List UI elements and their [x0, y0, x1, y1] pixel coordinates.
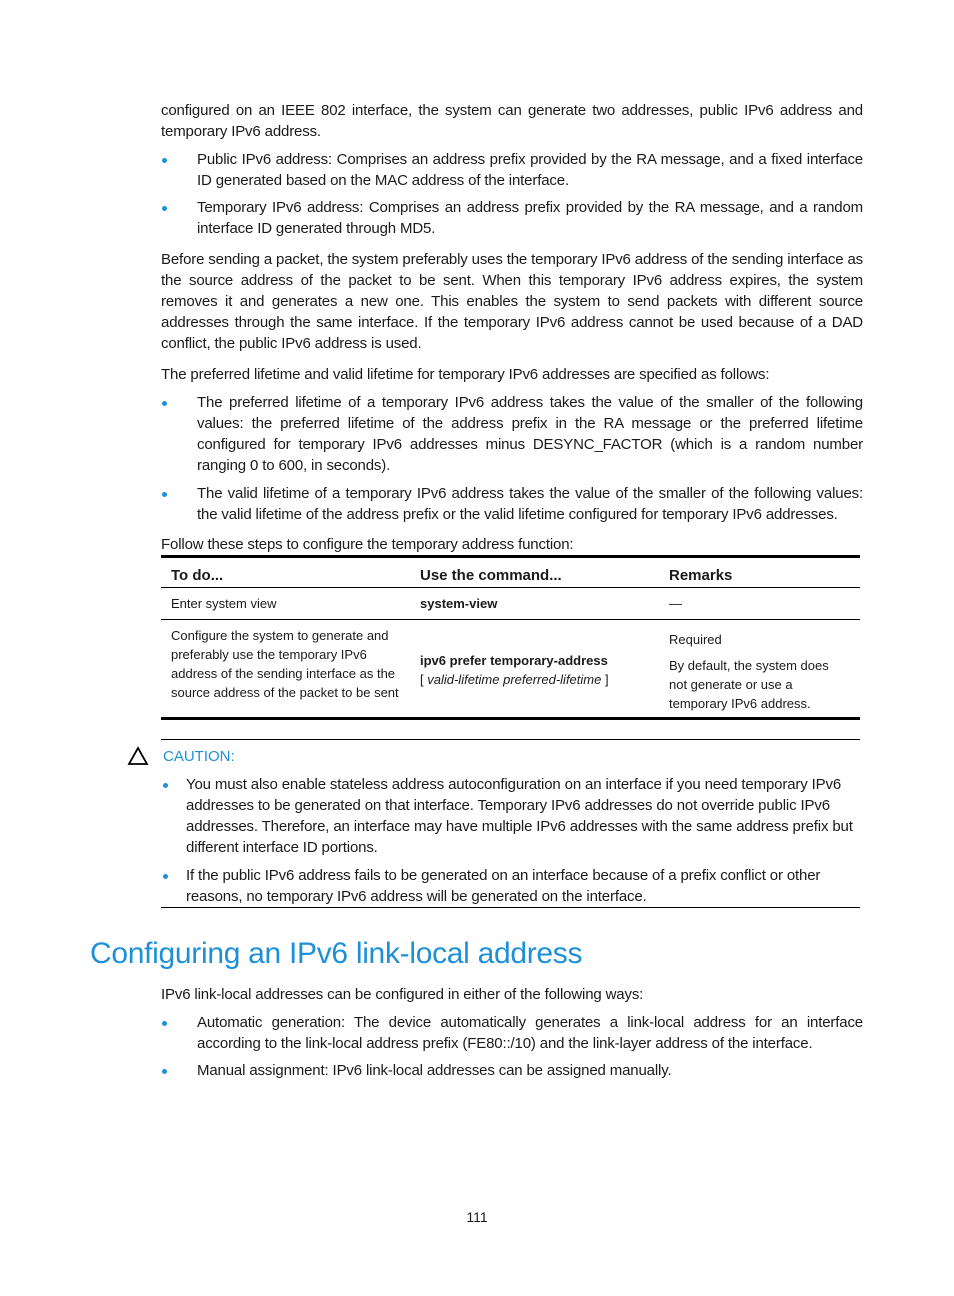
column-header: To do... — [171, 567, 224, 584]
remarks-cell — [659, 620, 860, 717]
list-item: The valid lifetime of a temporary IPv6 address takes the value of the smaller of the following values: the valid lifetime of the address prefix or the valid lifetime configured for temporary IPv6 addresses. — [161, 483, 863, 525]
todo-cell: Configure the system to generate and preferably use the temporary IPv6 address of the sending interface as the source address of the packet to be sent — [171, 628, 399, 700]
column-header: Remarks — [669, 567, 733, 584]
command-table — [161, 555, 860, 720]
caution-divider — [161, 907, 860, 908]
todo-cell: Enter system view — [171, 596, 277, 611]
remarks-cell: — — [669, 596, 682, 611]
table-header-row — [161, 558, 860, 588]
list-item: Manual assignment: IPv6 link-local addresses can be assigned manually. — [161, 1060, 863, 1081]
caution-item: You must also enable stateless address autoconfiguration on an interface if you need temporary IPv6 addresses to be generated on that interface. Temporary IPv6 addresses do not override public IPv6 addresses. Therefore, an interface may have multiple IPv6 addresses with the same address prefix but different interface ID portions. — [161, 774, 860, 858]
caution-label: CAUTION: — [163, 748, 235, 765]
bullet-icon — [162, 492, 167, 497]
steps-paragraph: Follow these steps to configure the temporary address function: — [161, 536, 574, 553]
column-header: Use the command... — [420, 567, 562, 584]
list-item: The preferred lifetime of a temporary IPv6 address takes the value of the smaller of the following values: the preferred lifetime of the address prefix in the RA message or the preferred lifetime configured for temporary IPv6 addresses minus DESYNC_FACTOR (which is a random number ranging 0 to 600, in seconds). — [161, 392, 863, 476]
page-number: 111 — [466, 1209, 488, 1225]
command-keyword: ipv6 prefer temporary-address — [420, 652, 608, 668]
table-row — [161, 588, 860, 619]
command-cell — [410, 620, 659, 717]
before-sending-paragraph: Before sending a packet, the system preferably uses the temporary IPv6 address of the sending interface as the source address of the packet to be sent. When this temporary IPv6 address expires, the system removes it and generates a new one. This enables the system to send packets with different source addresses through the same interface. If the temporary IPv6 address cannot be used because of a DAD conflict, the public IPv6 address is used. — [161, 251, 863, 352]
bullet-icon — [162, 1069, 167, 1074]
lifetimes-paragraph: The preferred lifetime and valid lifetime for temporary IPv6 addresses are specified as follows: — [161, 366, 770, 383]
remark-required: Required — [669, 632, 722, 647]
bullet-icon — [162, 158, 167, 163]
intro-paragraph: configured on an IEEE 802 interface, the system can generate two addresses, public IPv6 address and temporary IPv6 address. — [161, 102, 863, 140]
bullet-icon — [162, 206, 167, 211]
caution-divider — [161, 739, 860, 740]
command-cell: system-view — [420, 596, 498, 611]
command-arguments: [ valid-lifetime preferred-lifetime ] — [420, 671, 609, 687]
warning-triangle-icon — [127, 746, 149, 766]
bullet-icon — [162, 1021, 167, 1026]
list-item: Automatic generation: The device automatically generates a link-local address for an interface according to the link-local address prefix (FE80::/10) and the link-layer address of the interface. — [161, 1012, 863, 1054]
bullet-icon — [163, 783, 168, 788]
remark-default: By default, the system does not generate or use a temporary IPv6 address. — [669, 658, 829, 711]
caution-item: If the public IPv6 address fails to be generated on an interface because of a prefix conflict or other reasons, no temporary IPv6 address will be generated on the interface. — [161, 865, 860, 907]
bullet-icon — [163, 874, 168, 879]
list-item: Public IPv6 address: Comprises an address prefix provided by the RA message, and a fixed interface ID generated based on the MAC address of the interface. — [161, 149, 863, 191]
section-heading: Configuring an IPv6 link-local address — [90, 937, 583, 970]
bullet-icon — [162, 401, 167, 406]
section-intro: IPv6 link-local addresses can be configured in either of the following ways: — [161, 986, 644, 1003]
table-row — [161, 619, 860, 717]
list-item: Temporary IPv6 address: Comprises an address prefix provided by the RA message, and a random interface ID generated through MD5. — [161, 197, 863, 239]
